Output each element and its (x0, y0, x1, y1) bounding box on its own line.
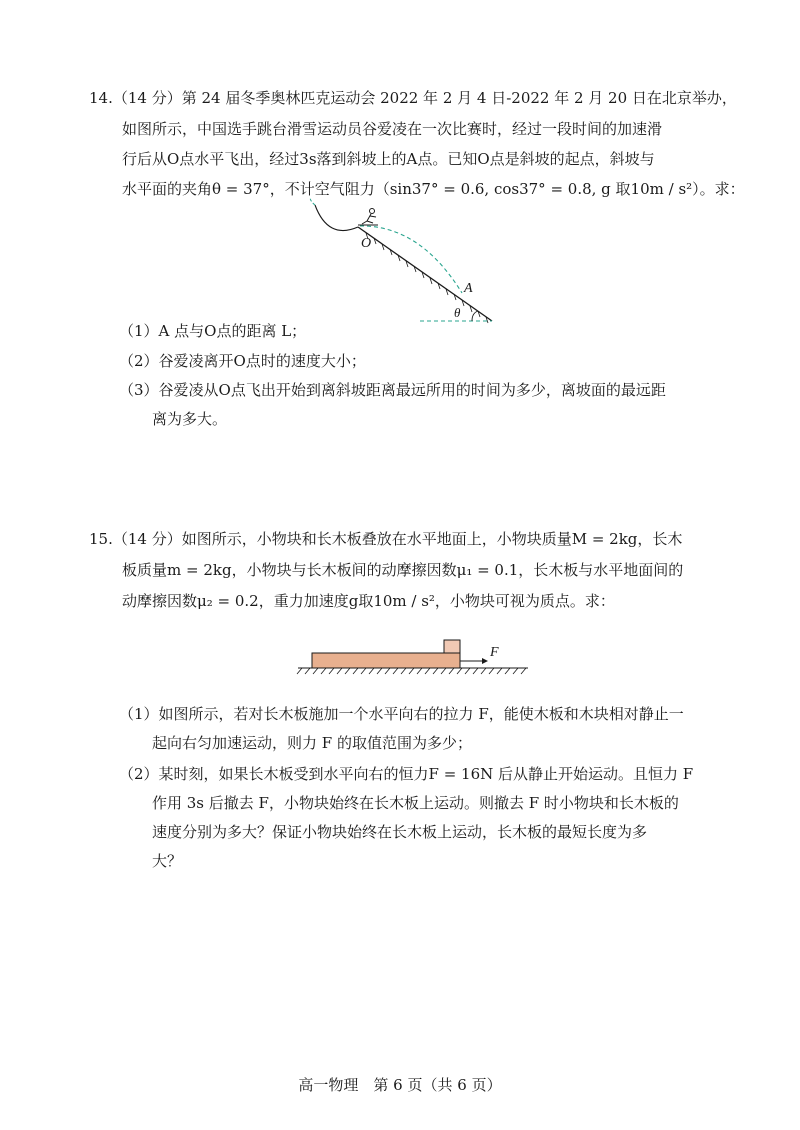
label-theta: θ (454, 305, 461, 320)
q15-part-2a: （2）某时刻，如果长木板受到水平向右的恒力F = 16N 后从静止开始运动。且恒力 F (119, 765, 694, 783)
q15-part-2c: 速度分别为多大？保证小物块始终在长木板上运动，长木板的最短长度为多 (152, 823, 648, 841)
q15-line-3: 动摩擦因数μ₂ = 0.2，重力加速度g取10m / s²，小物块可视为质点。求： (122, 592, 615, 610)
label-a: A (464, 281, 473, 296)
q14-line-1: 14.（14 分）第 24 届冬季奥林匹克运动会 2022 年 2 月 4 日-2022 年 2 月 20 日在北京举办， (89, 89, 737, 107)
q15-part-1a: （1）如图所示，若对长木板施加一个水平向右的拉力 F，能使木板和木块相对静止一 (119, 705, 684, 723)
q15-line-1: 15.（14 分）如图所示，小物块和长木板叠放在水平地面上，小物块质量M = 2kg，长木 (89, 530, 683, 548)
q15-part-2d: 大？ (152, 852, 183, 870)
q14-part-2: （2）谷爱凌离开O点时的速度大小； (119, 352, 366, 370)
q15-part-2b: 作用 3s 后撤去 F，小物块始终在长木板上运动。则撤去 F 时小物块和长木板的 (152, 794, 679, 812)
label-o: O (361, 236, 372, 251)
q15-part-1b: 起向右匀加速运动，则力 F 的取值范围为多少； (152, 734, 472, 752)
ramp-curve (315, 205, 358, 231)
ramp-dashed (310, 197, 315, 205)
q14-part-3a: （3）谷爱凌从O点飞出开始到离斜坡距离最远所用的时间为多少，离坡面的最远距 (119, 381, 666, 399)
skier-icon (358, 209, 378, 226)
q14-part-1: （1）A 点与O点的距离 L； (119, 322, 307, 340)
q14-line-4: 水平面的夹角θ = 37°，不计空气阻力（sin37° = 0.6, cos37° = 0.8, g 取10m / s²）。求： (122, 180, 745, 198)
label-f: F (490, 645, 499, 660)
q14-line-3: 行后从O点水平飞出，经过3s落到斜坡上的A点。已知O点是斜坡的起点，斜坡与 (122, 150, 655, 168)
slope-line (358, 227, 492, 321)
force-arrow-head (482, 658, 488, 664)
trajectory-path (360, 226, 462, 293)
page-footer: 高一物理 第 6 页（共 6 页） (298, 1076, 502, 1094)
q15-board-figure (296, 636, 536, 676)
q14-line-2: 如图所示，中国选手跳台滑雪运动员谷爱凌在一次比赛时，经过一段时间的加速滑 (122, 120, 663, 138)
q14-slope-figure (310, 205, 510, 330)
q14-part-3b: 离为多大。 (152, 410, 228, 428)
small-block (444, 640, 460, 653)
q15-line-2: 板质量m = 2kg，小物块与长木板间的动摩擦因数μ₁ = 0.1，长木板与水平地面间的 (122, 561, 684, 579)
ground-hatching (297, 668, 526, 674)
long-board (312, 653, 460, 668)
slope-hatching (366, 233, 488, 323)
angle-arc (472, 311, 478, 321)
